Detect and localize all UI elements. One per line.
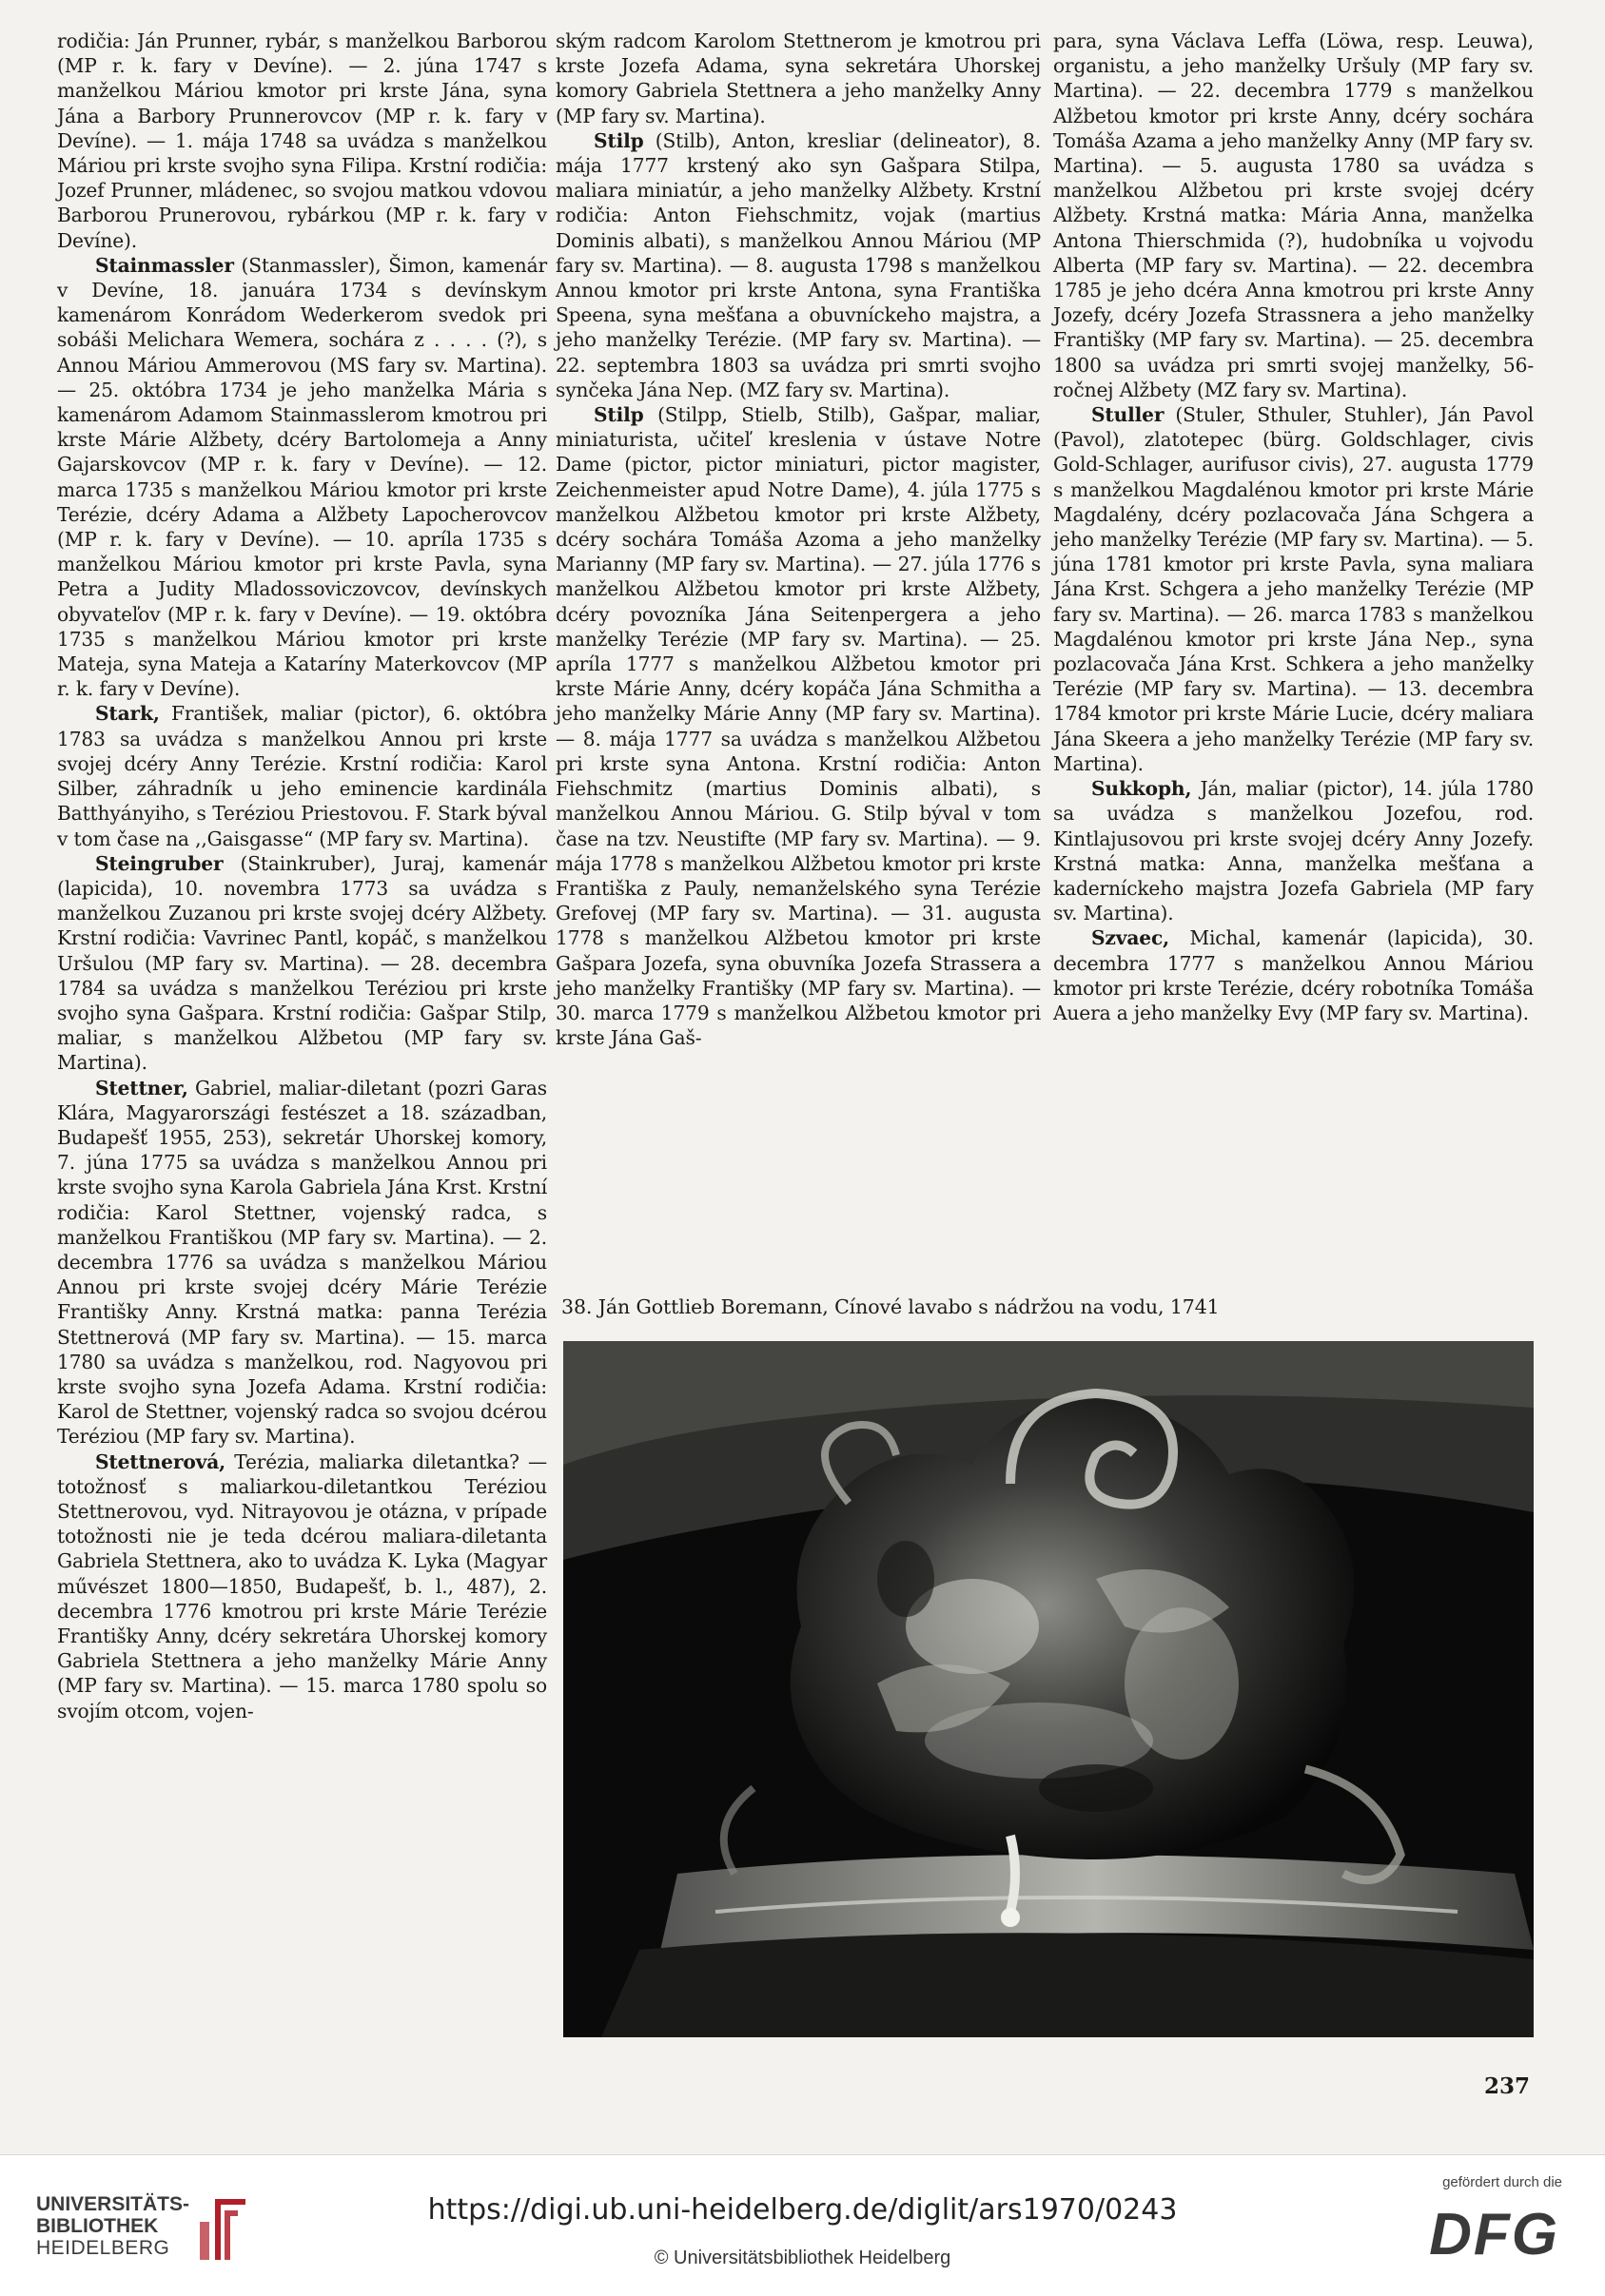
text-column-3 bbox=[1053, 29, 1534, 1025]
paragraph: Stilp (Stilb), Anton, kresliar (delineator), 8. mája 1777 krstený ako syn Gašpara Stilpa, maliara miniatúr, a jeho manželky Alžbety. Krstní rodičia: Anton Fiehschmitz, vojak (martius Dominis albati), s manželkou Annou Máriou (MP fary sv. Martina). — 8. augusta 1798 s manželkou Annou kmotor pri krste Antona, syna Františka Speena, syna mešťana a obuvníckeho majstra, a jeho manželky Terézie. (MP fary sv. Martina). — 22. septembra 1803 sa uvádza pri smrti svojho synčeka Jána Nep. (MZ fary sv. Martina). bbox=[556, 128, 1041, 401]
entry-name: Stainmassler bbox=[95, 253, 234, 277]
entry-name: Szvaec, bbox=[1091, 926, 1169, 950]
paragraph: Stilp (Stilpp, Stielb, Stilb), Gašpar, maliar, miniaturista, učiteľ kreslenia v ústave Notre Dame (pictor, pictor miniaturi, pictor magister, Zeichenmeister apud Notre Dame), 4. júla 1775 s manželkou Alžbetou kmotor pri krste Alžbety, dcéry sochára Tomáša Azoma a jeho manželky Marianny (MP fary sv. Martina). — 27. júla 1776 s manželkou Alžbetou kmotor pri krste Alžbety, dcéry povozníka Jána Seitenpergera a jeho manželky Terézie (MP fary sv. Martina). — 25. apríla 1777 s manželkou Alžbetou kmotor pri krste Márie Anny, dcéry kopáča Jána Schmitha a jeho manželky Márie Anny (MP fary sv. Martina). — 8. mája 1777 sa uvádza s manželkou Alžbetou pri krste syna Antona. Krstní rodičia: Anton Fiehschmitz (martius Dominis albati), s manželkou Annou Máriou. G. Stilp býval v tom čase na tzv. Neustifte (MP fary sv. Martina). — 9. mája 1778 s manželkou Alžbetou kmotor pri krste Františka z Pauly, nemanželského syna Terézie Grefovej (MP fary sv. Martina). — 31. augusta 1778 s manželkou Alžbetou kmotor pri krste Gašpara Jozefa, syna obuvníka Jozefa Strassera a jeho manželky Františky (MP fary sv. Martina). — 30. marca 1779 s manželkou Alžbetou kmotor pri krste Jána Gaš- bbox=[556, 403, 1041, 1050]
entry-name: Stettnerová, bbox=[95, 1450, 226, 1473]
paragraph: Stettnerová, Terézia, maliarka diletantka? — totožnosť s maliarkou-diletantkou Teréziou Stettnerovou, vyd. Nitrayovou je otázna, v prípade totožnosti nie je teda dcérou maliara-diletanta Gabriela Stettnera, ako to uvádza K. Lyka (Magyar művészet 1800—1850, Budapešť, b. l., 487), 2. decembra 1776 kmotrou pri krste Márie Terézie Františky Anny, dcéry sekretára Uhorskej komory Gabriela Stettnera a jeho manželky Márie Anny (MP fary sv. Martina). — 15. marca 1780 spolu so svojím otcom, vojen- bbox=[57, 1450, 547, 1722]
figure-caption: 38. Ján Gottlieb Boremann, Cínové lavabo s nádržou na vodu, 1741 bbox=[561, 1295, 1220, 1318]
paragraph: Sukkoph, Ján, maliar (pictor), 14. júla 1780 sa uvádza s manželkou Jozefou, rod. Kintlajusovou pri krste svojej dcéry Anny Jozefy. Krstná matka: Anna, manželka mešťana a kaderníckeho majstra Jozefa Gabriela (MP fary sv. Martina). bbox=[1053, 777, 1534, 925]
entry-name: Stilp bbox=[594, 403, 644, 427]
paragraph: Stark, František, maliar (pictor), 6. októbra 1783 sa uvádza s manželkou Annou pri krste svojej dcéry Anny Terézie. Krstní rodičia: Karol Silber, záhradník u jeho eminencie kardinála Batthyányiho, s Teréziou Priestovou. F. Stark býval v tom čase na ,,Gaisgasse“ (MP fary sv. Martina). bbox=[57, 702, 547, 850]
text-column-2 bbox=[556, 29, 1041, 1050]
paragraph: Steingruber (Stainkruber), Juraj, kamenár (lapicida), 10. novembra 1773 sa uvádza s manželkou Zuzanou pri krste svojej dcéry Alžbety. Krstní rodičia: Vavrinec Pantl, kopáč, s manželkou Uršulou (MP fary sv. Martina). — 28. decembra 1784 sa uvádza s manželkou Teréziou pri krste svojho syna Gašpara. Krstní rodičia: Gašpar Stilp, maliar, s manželkou Alžbetou (MP fary sv. Martina). bbox=[57, 851, 547, 1075]
paragraph: Stuller (Stuler, Sthuler, Stuhler), Ján Pavol (Pavol), zlatotepec (bürg. Goldschlager, civis Gold-Schlager, aurifusor civis), 27. augusta 1779 s manželkou Magdalénou kmotor pri krste Márie Magdalény, dcéry pozlacovača Jána Schgera a jeho manželky Terézie (MP fary sv. Martina). — 5. júna 1781 kmotor pri krste Pavla, syna maliara Jána Krst. Schgera a jeho manželky Terézie (MP fary sv. Martina). — 26. marca 1783 s manželkou Magdalénou kmotor pri krste Jána Nep., syna pozlacovača Jána Krst. Schkera a jeho manželky Terézie (MP fary sv. Martina). — 13. decembra 1784 kmotor pri krste Márie Lucie, dcéry maliara Jána Skeera a jeho manželky Terézie (MP fary sv. Martina). bbox=[1053, 403, 1534, 775]
paragraph: Stettner, Gabriel, maliar-diletant (pozri Garas Klára, Magyarországi festészet a 18. században, Budapešť 1955, 253), sekretár Uhorskej komory, 7. júna 1775 sa uvádza s manželkou Annou pri krste svojho syna Karola Gabriela Jána Krst. Krstní rodičia: Karol Stettner, vojenský radca, s manželkou Františkou (MP fary sv. Martina). — 2. decembra 1776 sa uvádza s manželkou Máriou Annou pri krste svojej dcéry Márie Terézie Františky Anny. Krstná matka: panna Terézia Stettnerová (MP fary sv. Martina). — 15. marca 1780 sa uvádza s manželkou, rod. Nagyovou pri krste svojho syna Jozefa Adama. Krstní rodičia: Karol de Stettner, vojenský radca so svojou dcérou Teréziou (MP fary sv. Martina). bbox=[57, 1076, 547, 1449]
paragraph: Szvaec, Michal, kamenár (lapicida), 30. decembra 1777 s manželkou Annou Máriou kmotor pri krste Terézie, dcéry robotníka Tomáša Auera a jeho manželky Evy (MP fary sv. Martina). bbox=[1053, 926, 1534, 1024]
entry-name: Sukkoph, bbox=[1091, 777, 1192, 801]
source-url-link[interactable]: https://digi.ub.uni-heidelberg.de/diglit/ars1970/0243 bbox=[427, 2193, 1178, 2227]
copyright-text: © Universitätsbibliothek Heidelberg bbox=[654, 2247, 951, 2268]
entry-name: Stilp bbox=[594, 128, 644, 152]
library-name: UNIVERSITÄTS- BIBLIOTHEK HEIDELBERG bbox=[36, 2193, 190, 2259]
dfg-funding-label: gefördert durch die bbox=[1442, 2174, 1562, 2190]
page-number: 237 bbox=[1484, 2073, 1531, 2099]
footer-bar bbox=[0, 2154, 1605, 2296]
dfg-logo[interactable]: DFG bbox=[1429, 2202, 1559, 2267]
entry-name: Stuller bbox=[1091, 403, 1165, 427]
entry-name: Stark, bbox=[95, 702, 160, 726]
paragraph: Stainmassler (Stanmassler), Šimon, kamenár v Devíne, 18. januára 1734 s devínskym kamenárom Konrádom Wederkerom svedok pri sobáši Melichara Wemera, sochára z . . . . (?), s Annou Máriou Ammerovou (MS fary sv. Martina). — 25. októbra 1734 je jeho manželka Mária s kamenárom Adamom Stainmasslerom kmotrou pri krste Márie Alžbety, dcéry Bartolomeja a Anny Gajarskovcov (MP r. k. fary v Devíne). — 12. marca 1735 s manželkou Máriou kmotor pri krste Terézie, dcéry Adama a Alžbety Lapocherovcov (MP r. k. fary v Devíne). — 10. apríla 1735 s manželkou Máriou kmotor pri krste Pavla, syna Petra a Judity Mladossoviczovcov, devínskych obyvateľov (MP r. k. fary v Devíne). — 19. októbra 1735 s manželkou Máriou kmotor pri krste Mateja, syna Mateja a Kataríny Materkovcov (MP r. k. fary v Devíne). bbox=[57, 253, 547, 701]
text-column-1 bbox=[57, 29, 547, 1723]
figure-photo bbox=[563, 1341, 1534, 2037]
paragraph: ským radcom Karolom Stettnerom je kmotrou pri krste Jozefa Adama, syna sekretára Uhorskej komory Gabriela Stettnera a jeho manželky Anny (MP fary sv. Martina). bbox=[556, 29, 1041, 127]
paragraph: para, syna Václava Leffa (Löwa, resp. Leuwa), organistu, a jeho manželky Uršuly (MP fary sv. Martina). — 22. decembra 1779 s manželkou Alžbetou kmotor pri krste Anny, dcéry sochára Tomáša Azama a jeho manželky Anny (MP fary sv. Martina). — 5. augusta 1780 sa uvádza s manželkou Alžbetou pri krste svojej dcéry Alžbety. Krstná matka: Mária Anna, manželka Antona Thierschmida (?), hudobníka u vojvodu Alberta (MP fary sv. Martina). — 22. decembra 1785 je jeho dcéra Anna kmotrou pri krste Anny Jozefy, dcéry Jozefa Strassnera a jeho manželky Františky (MP fary sv. Martina). — 25. decembra 1800 sa uvádza pri smrti svojej manželky, 56-ročnej Alžbety (MZ fary sv. Martina). bbox=[1053, 29, 1534, 401]
entry-name: Stettner, bbox=[95, 1076, 188, 1099]
entry-name: Steingruber bbox=[95, 851, 224, 875]
paragraph: rodičia: Ján Prunner, rybár, s manželkou Barborou (MP r. k. fary v Devíne). — 2. júna 1747 s manželkou Máriou kmotor pri krste Jána, syna Jána a Barbory Prunnerovcov (MP r. k. fary v Devíne). — 1. mája 1748 sa uvádza s manželkou Máriou pri krste svojho syna Filipa. Krstní rodičia: Jozef Prunner, mládenec, so svojou matkou vdovou Barborou Prunerovou, rybárkou (MP r. k. fary v Devíne). bbox=[57, 29, 547, 252]
pewter-lavabo-photo bbox=[563, 1341, 1534, 2037]
